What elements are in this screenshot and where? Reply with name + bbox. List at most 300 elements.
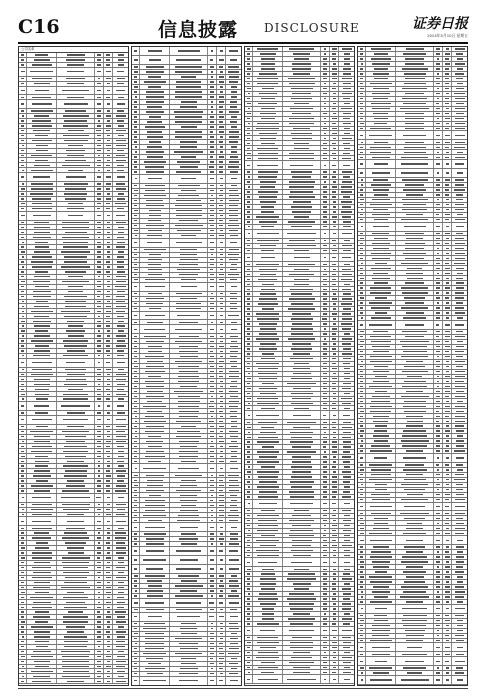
cell-text-mark [116, 426, 126, 427]
table-cell [283, 656, 320, 660]
cell-text-mark [248, 226, 250, 227]
table-cell [95, 207, 104, 211]
cell-text-mark [258, 171, 278, 172]
table-cell [434, 97, 443, 101]
table-cell [19, 124, 27, 128]
table-cell [321, 500, 330, 508]
cell-text-mark [342, 206, 351, 207]
cell-text-mark [323, 578, 328, 579]
cell-text-mark [361, 179, 363, 180]
cell-text-mark [34, 441, 49, 442]
table-cell [321, 519, 330, 523]
cell-text-mark [33, 321, 52, 322]
table-cell [434, 131, 443, 139]
table-cell [95, 119, 104, 123]
table-cell [113, 566, 128, 570]
cell-text-mark [229, 585, 239, 586]
table-cell [339, 112, 354, 116]
cell-text-mark [97, 286, 100, 287]
cell-text-mark [134, 381, 138, 382]
cell-text-mark [118, 232, 124, 233]
table-cell [443, 131, 452, 139]
cell-text-mark [333, 456, 336, 457]
cell-text-mark [229, 50, 238, 51]
table-cell [452, 155, 467, 159]
table-cell [170, 389, 207, 393]
table-cell [95, 163, 104, 167]
table-cell [245, 342, 253, 346]
table-cell [321, 602, 330, 606]
table-row [132, 312, 241, 321]
cell-text-mark [231, 329, 237, 330]
cell-text-mark [97, 198, 101, 199]
table-cell [452, 77, 467, 81]
table-cell [226, 214, 241, 218]
table-cell [170, 459, 207, 463]
cell-text-mark [177, 269, 200, 270]
table-cell [283, 524, 320, 528]
cell-text-mark [210, 568, 215, 569]
cell-text-mark [247, 58, 250, 59]
cell-text-mark [229, 161, 239, 162]
table-cell [113, 600, 128, 604]
table-cell [57, 182, 94, 186]
table-cell [19, 173, 27, 181]
table-cell [283, 47, 320, 51]
table-cell [104, 197, 113, 201]
cell-text-mark [323, 520, 328, 521]
cell-text-mark [370, 147, 391, 148]
table-cell [226, 224, 241, 228]
table-cell [104, 674, 113, 678]
cell-text-mark [247, 588, 249, 589]
table-cell [27, 494, 57, 502]
table-cell [217, 409, 226, 413]
cell-text-mark [67, 426, 83, 427]
table-cell [27, 300, 57, 304]
cell-text-mark [341, 211, 352, 212]
cell-text-mark [289, 520, 314, 521]
table-cell [113, 202, 128, 206]
cell-text-mark [33, 215, 51, 216]
table-cell [321, 102, 330, 106]
table-cell [283, 67, 320, 71]
cell-text-mark [323, 398, 327, 399]
table-cell [170, 589, 207, 593]
table-cell [208, 209, 217, 213]
table-cell [283, 514, 320, 518]
cell-text-mark [247, 269, 251, 270]
cell-text-mark [374, 53, 388, 54]
cell-text-mark [258, 153, 278, 154]
table-cell [330, 622, 339, 626]
cell-text-mark [342, 318, 352, 319]
table-cell [358, 169, 366, 177]
cell-text-mark [143, 515, 166, 516]
table-cell [27, 109, 57, 113]
table-cell [330, 254, 339, 262]
cell-text-mark [97, 242, 102, 243]
table-cell [339, 272, 354, 276]
table-cell [27, 265, 57, 269]
table-cell [253, 215, 283, 219]
table-cell [283, 445, 320, 449]
table-cell [208, 429, 217, 433]
table-cell [19, 95, 27, 99]
cell-text-mark [333, 353, 336, 354]
table-cell [19, 192, 27, 196]
cell-text-mark [323, 196, 327, 197]
table-cell [140, 532, 170, 536]
table-cell [113, 382, 128, 386]
cell-text-mark [107, 661, 110, 662]
cell-text-mark [34, 490, 50, 491]
table-cell [140, 263, 170, 267]
cell-text-mark [247, 573, 250, 574]
cell-text-mark [219, 161, 223, 162]
table-cell [226, 394, 241, 398]
table-cell [339, 292, 354, 296]
cell-text-mark [401, 157, 428, 158]
cell-text-mark [247, 562, 251, 563]
table-cell [57, 63, 94, 67]
cell-text-mark [248, 108, 250, 109]
cell-text-mark [134, 336, 137, 337]
table-cell [57, 541, 94, 545]
table-cell [253, 509, 283, 513]
cell-text-mark [21, 562, 24, 563]
cell-text-mark [210, 643, 214, 644]
table-cell [19, 207, 27, 211]
cell-text-mark [342, 171, 352, 172]
cell-text-mark [134, 461, 136, 462]
cell-text-mark [64, 384, 88, 385]
cell-text-mark [261, 206, 274, 207]
cell-text-mark [247, 535, 251, 536]
table-cell [140, 189, 170, 193]
cell-text-mark [323, 540, 326, 541]
table-cell [330, 146, 339, 150]
cell-text-mark [115, 611, 126, 612]
cell-text-mark [446, 172, 449, 173]
table-cell [104, 144, 113, 148]
cell-text-mark [21, 330, 25, 331]
cell-text-mark [179, 371, 199, 372]
table-cell [283, 450, 320, 454]
cell-text-mark [31, 656, 53, 657]
cell-text-mark [287, 598, 315, 599]
cell-text-mark [117, 412, 125, 413]
cell-text-mark [211, 595, 214, 596]
cell-text-mark [333, 603, 336, 604]
table-cell [443, 57, 452, 61]
table-cell [253, 622, 283, 626]
cell-text-mark [97, 321, 101, 322]
cell-text-mark [178, 575, 199, 576]
cell-text-mark [97, 246, 101, 247]
cell-text-mark [402, 179, 428, 180]
table-cell [245, 524, 253, 528]
cell-text-mark [455, 123, 465, 124]
cell-text-mark [134, 322, 137, 323]
cell-text-mark [33, 475, 50, 476]
table-cell [283, 641, 320, 645]
cell-text-mark [343, 662, 351, 663]
cell-text-mark [134, 406, 137, 407]
cell-text-mark [107, 355, 110, 356]
table-cell [113, 82, 128, 86]
table-cell [27, 63, 57, 67]
cell-text-mark [106, 470, 110, 471]
cell-text-mark [98, 316, 101, 317]
cell-text-mark [342, 427, 352, 428]
table-cell [283, 602, 320, 606]
cell-text-mark [332, 466, 336, 467]
cell-text-mark [445, 135, 450, 136]
cell-text-mark [21, 208, 23, 209]
cell-text-mark [210, 431, 215, 432]
table-cell [104, 63, 113, 67]
table-cell [330, 587, 339, 591]
table-cell [321, 146, 330, 150]
cell-text-mark [35, 461, 50, 462]
cell-text-mark [97, 301, 101, 302]
cell-text-mark [36, 480, 49, 481]
cell-text-mark [21, 276, 24, 277]
cell-text-mark [248, 403, 250, 404]
table-cell [358, 82, 366, 86]
cell-text-mark [134, 638, 138, 639]
table-cell [170, 677, 207, 685]
table-cell [27, 182, 57, 186]
cell-text-mark [118, 626, 124, 627]
table-cell [57, 620, 94, 624]
table-cell [95, 260, 104, 264]
cell-text-mark [21, 436, 25, 437]
table-cell [321, 175, 330, 179]
table-cell [245, 636, 253, 640]
cell-text-mark [289, 298, 315, 299]
cell-text-mark [333, 158, 336, 159]
cell-text-mark [117, 165, 124, 166]
table-cell [113, 469, 128, 473]
cell-text-mark [259, 333, 277, 334]
cell-text-mark [323, 289, 327, 290]
table-cell [132, 589, 140, 593]
table-cell [27, 454, 57, 458]
cell-text-mark [261, 108, 275, 109]
cell-text-mark [247, 274, 250, 275]
table-cell [330, 425, 339, 429]
cell-text-mark [403, 53, 427, 54]
table-cell [452, 107, 467, 111]
table-cell [95, 295, 104, 299]
table-cell [27, 314, 57, 318]
cell-text-mark [148, 220, 161, 221]
cell-text-mark [65, 577, 87, 578]
table-cell [170, 584, 207, 588]
table-cell [226, 56, 241, 64]
table-cell [27, 173, 57, 181]
cell-text-mark [97, 480, 101, 481]
cell-text-mark [134, 401, 137, 402]
cell-text-mark [260, 113, 275, 114]
table-cell [330, 651, 339, 655]
table-cell [113, 517, 128, 525]
table-cell [321, 435, 330, 439]
table-cell [95, 221, 104, 225]
cell-text-mark [180, 446, 197, 447]
cell-text-mark [33, 587, 50, 588]
table-cell [104, 387, 113, 391]
cell-text-mark [32, 607, 52, 608]
table-cell [19, 182, 27, 186]
table-cell [132, 478, 140, 482]
cell-text-mark [344, 562, 350, 563]
table-cell [132, 637, 140, 641]
cell-text-mark [21, 78, 24, 79]
table-cell [283, 577, 320, 581]
cell-text-mark [147, 480, 164, 481]
table-cell [132, 642, 140, 646]
table-cell [140, 599, 170, 607]
table-cell [132, 483, 140, 487]
cell-text-mark [247, 545, 249, 546]
cell-text-mark [333, 245, 336, 246]
cell-text-mark [107, 641, 110, 642]
table-cell [132, 253, 140, 257]
cell-text-mark [68, 215, 83, 216]
table-cell [140, 409, 170, 413]
table-cell [321, 287, 330, 291]
table-cell [253, 190, 283, 194]
cell-text-mark [323, 78, 327, 79]
table-cell [396, 169, 433, 177]
table-row [19, 100, 128, 109]
cell-text-mark [247, 158, 251, 159]
cell-text-mark [106, 64, 110, 65]
cell-text-mark [211, 628, 214, 629]
cell-text-mark [211, 515, 214, 516]
cell-text-mark [260, 432, 276, 433]
table-cell [104, 314, 113, 318]
cell-text-mark [97, 261, 101, 262]
cell-text-mark [21, 681, 25, 682]
table-cell [95, 149, 104, 153]
table-cell [113, 610, 128, 614]
cell-text-mark [106, 198, 110, 199]
cell-text-mark [219, 126, 223, 127]
cell-text-mark [147, 391, 162, 392]
cell-text-mark [36, 426, 48, 427]
table-cell [339, 572, 354, 576]
table-cell [339, 519, 354, 523]
cell-text-mark [36, 646, 48, 647]
table-cell [170, 672, 207, 676]
table-cell [366, 107, 396, 111]
cell-text-mark [210, 329, 214, 330]
cell-text-mark [247, 333, 249, 334]
cell-text-mark [63, 671, 89, 672]
cell-text-mark [134, 616, 137, 617]
cell-text-mark [210, 356, 214, 357]
table-cell [95, 354, 104, 358]
cell-text-mark [134, 101, 136, 102]
cell-text-mark [179, 264, 199, 265]
cell-text-mark [247, 637, 250, 638]
table-cell [321, 215, 330, 219]
table-cell [104, 640, 113, 644]
table-cell [226, 478, 241, 482]
cell-text-mark [332, 333, 336, 334]
table-cell [321, 92, 330, 96]
table-cell [104, 154, 113, 158]
table-cell [132, 219, 140, 223]
cell-text-mark [145, 431, 164, 432]
table-cell [226, 204, 241, 208]
cell-text-mark [229, 648, 239, 649]
cell-text-mark [148, 461, 161, 462]
table-cell [27, 595, 57, 599]
table-cell [217, 359, 226, 363]
table-cell [283, 572, 320, 576]
cell-text-mark [35, 271, 48, 272]
cell-text-mark [97, 611, 100, 612]
table-cell [208, 253, 217, 257]
cell-text-mark [117, 150, 124, 151]
table-cell [217, 56, 226, 64]
cell-text-mark [107, 379, 110, 380]
cell-text-mark [261, 63, 275, 64]
cell-text-mark [63, 398, 88, 399]
table-cell [339, 675, 354, 683]
cell-text-mark [65, 542, 86, 543]
table-cell [208, 439, 217, 443]
table-cell [321, 495, 330, 499]
cell-text-mark [260, 578, 276, 579]
table-cell [132, 130, 140, 134]
cell-text-mark [332, 496, 336, 497]
table-cell [339, 220, 354, 224]
table-cell [283, 411, 320, 419]
table-cell [245, 455, 253, 459]
cell-text-mark [342, 657, 352, 658]
table-cell [113, 173, 128, 181]
cell-text-mark [118, 193, 124, 194]
cell-text-mark [210, 190, 214, 191]
cell-text-mark [106, 480, 110, 481]
table-cell [226, 464, 241, 472]
table-cell [321, 475, 330, 479]
table-cell [113, 163, 128, 167]
cell-text-mark [21, 405, 23, 406]
table-cell [321, 627, 330, 635]
table-cell [217, 565, 226, 573]
table-cell [57, 435, 94, 439]
table-cell [330, 195, 339, 199]
table-cell [57, 630, 94, 634]
cell-text-mark [290, 623, 313, 624]
table-cell [339, 302, 354, 306]
table-cell [226, 312, 241, 320]
cell-text-mark [106, 490, 110, 491]
table-cell [217, 239, 226, 247]
table-cell [443, 145, 452, 149]
table-cell [330, 435, 339, 439]
table-cell [330, 470, 339, 474]
table-cell [95, 600, 104, 604]
table-row [245, 161, 354, 170]
